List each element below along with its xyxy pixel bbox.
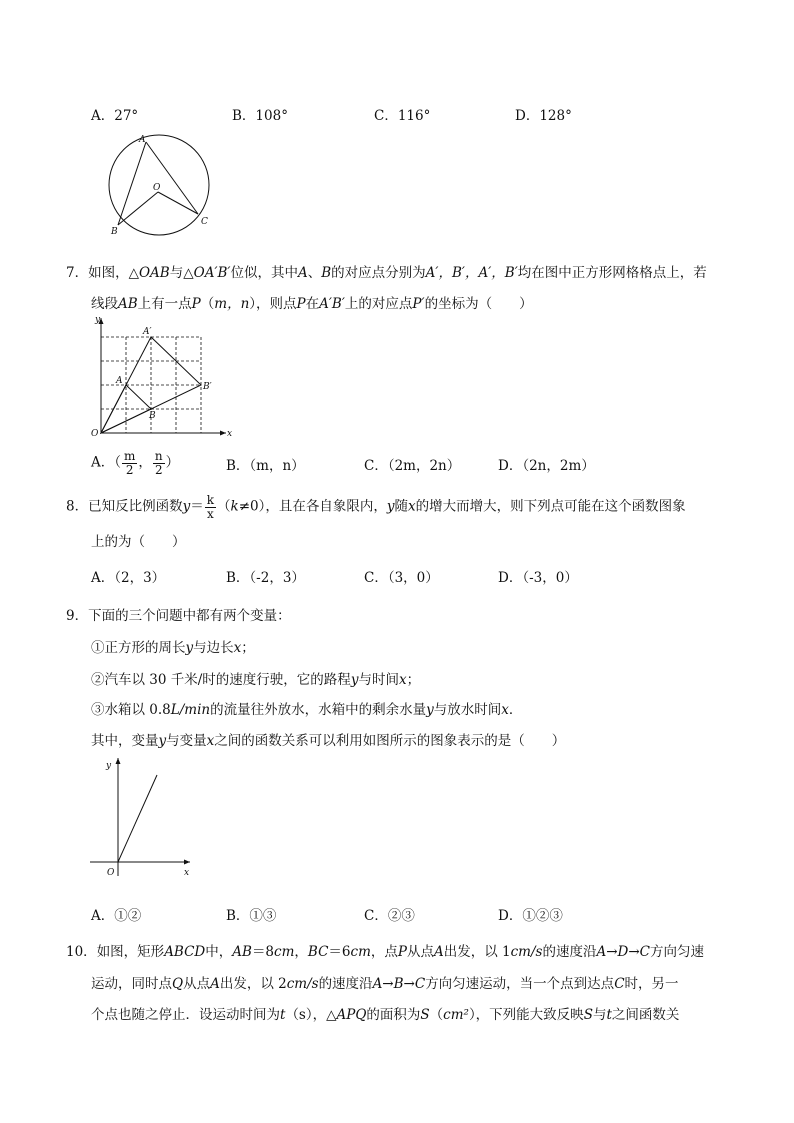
q8-text: （ bbox=[217, 498, 231, 515]
q6-circle-figure bbox=[102, 132, 218, 240]
chord-ac bbox=[146, 142, 198, 214]
q10-text: 方向匀速运动，当一个点到达点 bbox=[425, 976, 615, 992]
q7-number: 7． bbox=[66, 265, 89, 281]
q7-text: AB bbox=[118, 296, 138, 312]
q10-text: 的面积为 bbox=[366, 1007, 421, 1023]
q9-text: x bbox=[206, 733, 215, 749]
q9-text: x bbox=[501, 702, 509, 718]
q10-text: 如图，矩形 bbox=[96, 944, 165, 960]
q8-number: 8． bbox=[66, 498, 89, 515]
q8-text: k bbox=[230, 498, 239, 515]
q10-number: 10． bbox=[66, 944, 97, 960]
q7-text: 线段 bbox=[91, 296, 118, 312]
q7-text: 与△ bbox=[169, 265, 194, 281]
q10-text: P bbox=[397, 944, 407, 960]
q9-text: 之间的函数关系可以利用如图所示的图象表示的是（ ） bbox=[214, 733, 566, 749]
q10-text: ＝6 bbox=[328, 944, 351, 960]
q10-text: A bbox=[210, 976, 220, 992]
q9-text: 其中，变量 bbox=[91, 733, 159, 749]
q7-option-a-text: ） bbox=[165, 454, 180, 471]
q10-text: 出发，以 1 bbox=[443, 944, 511, 960]
q9-option-b[interactable]: B．①③ bbox=[226, 908, 277, 924]
q9-option-a[interactable]: A．①② bbox=[91, 908, 142, 924]
q8-option-d[interactable]: D．（-3，0） bbox=[498, 570, 578, 586]
q7-text: P′ bbox=[412, 296, 425, 312]
numerator: k bbox=[206, 493, 215, 507]
q7-grid-figure bbox=[86, 312, 238, 440]
label-x: x bbox=[184, 868, 190, 878]
q7-option-a-text: A．（ bbox=[91, 454, 121, 471]
x-axis-arrow bbox=[184, 860, 190, 865]
q10-text: AB bbox=[232, 944, 252, 960]
q9-text: y bbox=[426, 702, 434, 718]
q9-text: x bbox=[233, 640, 242, 656]
q7-option-d[interactable]: D．（2n，2m） bbox=[498, 458, 595, 474]
fraction-m-over-2 bbox=[122, 450, 137, 476]
q10-text: t bbox=[280, 1007, 286, 1023]
label-a-prime: A′ bbox=[143, 327, 152, 337]
chord-ab bbox=[118, 142, 146, 225]
q8-text: y bbox=[386, 498, 395, 515]
q10-line-3 bbox=[91, 1003, 679, 1023]
q9-text: 与变量 bbox=[166, 733, 207, 749]
q10-text: Q bbox=[172, 976, 184, 992]
q9-number: 9． bbox=[66, 608, 89, 624]
radius-oc bbox=[158, 192, 198, 214]
q10-text: 个点也随之停止．设运动时间为 bbox=[91, 1007, 280, 1023]
q10-text: A→B→C bbox=[372, 976, 426, 992]
q10-text: 从点 bbox=[183, 976, 211, 992]
q7-text: OA′B′ bbox=[193, 265, 231, 281]
q9-text: 与放水时间 bbox=[433, 702, 502, 718]
q10-text: S bbox=[583, 1007, 593, 1023]
label-a: A bbox=[116, 376, 123, 386]
q8-option-b[interactable]: B．（-2，3） bbox=[226, 570, 305, 586]
q10-line-1 bbox=[66, 940, 704, 960]
q10-text: 方向匀速 bbox=[650, 944, 704, 960]
label-o: O bbox=[107, 868, 115, 878]
q8-line-2: 上的为（ ） bbox=[91, 534, 186, 550]
label-b: B bbox=[111, 227, 118, 237]
q6-option-a[interactable]: A．27° bbox=[91, 108, 139, 124]
q7-text: 如图，△ bbox=[88, 265, 139, 281]
q10-text: ），下列能大致反映 bbox=[468, 1007, 584, 1023]
q10-text: 时，另一 bbox=[624, 976, 679, 992]
q9-text: ； bbox=[241, 640, 255, 656]
q10-text: cm bbox=[274, 944, 295, 960]
q8-line-1 bbox=[66, 494, 686, 520]
q8-option-c[interactable]: C．（3，0） bbox=[364, 570, 439, 586]
q9-item-2 bbox=[91, 668, 420, 688]
q6-option-d[interactable]: D．128° bbox=[515, 108, 572, 124]
q7-text: 、 bbox=[307, 265, 322, 281]
q8-text: 已知反比例函数 bbox=[88, 498, 183, 515]
q9-text: 与时间 bbox=[358, 672, 399, 688]
q9-text: ③水箱以 0.8 bbox=[91, 702, 171, 718]
q9-item-3 bbox=[91, 698, 522, 718]
q9-text: ①正方形的周长 bbox=[91, 640, 186, 656]
q10-text: 从点 bbox=[406, 944, 434, 960]
numerator: m bbox=[124, 449, 136, 463]
q10-text: cm/s bbox=[510, 944, 543, 960]
q10-text: ，点 bbox=[370, 944, 398, 960]
fraction-n-over-2 bbox=[153, 450, 165, 476]
q9-text: 与边长 bbox=[193, 640, 234, 656]
q7-text: A′B′ bbox=[319, 296, 345, 312]
q7-text: 均在图中正方形网格格点上，若 bbox=[517, 265, 707, 281]
q10-text: APQ bbox=[336, 1007, 367, 1023]
q10-text: 之间函数关 bbox=[611, 1007, 680, 1023]
q10-text: A bbox=[433, 944, 444, 960]
label-b-prime: B′ bbox=[203, 382, 212, 392]
q10-text: （s），△ bbox=[285, 1007, 337, 1023]
q10-text: 运动，同时点 bbox=[91, 976, 172, 992]
fraction-k-over-x bbox=[205, 494, 216, 520]
q7-option-a[interactable] bbox=[91, 450, 179, 476]
q10-text: （ bbox=[429, 1007, 444, 1023]
q9-text: 下面的三个问题中都有两个变量： bbox=[88, 608, 291, 624]
q9-text: ②汽车以 30 千米/时的速度行驶，它的路程 bbox=[91, 672, 351, 688]
q10-text: ＝8 bbox=[251, 944, 275, 960]
q7-text: 的对应点分别为 bbox=[331, 265, 426, 281]
q7-text: P bbox=[191, 296, 201, 312]
q10-text: 的速度沿 bbox=[542, 944, 597, 960]
q10-text: A→D→C bbox=[596, 944, 650, 960]
q9-ask bbox=[91, 729, 565, 749]
q10-text: C bbox=[614, 976, 625, 992]
q10-text: 中， bbox=[205, 944, 233, 960]
q8-text: y bbox=[182, 498, 191, 515]
label-b: B bbox=[149, 411, 156, 421]
denominator: 2 bbox=[154, 462, 163, 477]
denominator: 2 bbox=[125, 462, 134, 477]
q9-text: y bbox=[350, 672, 359, 688]
q7-text: A′，B′，A′，B′ bbox=[425, 265, 518, 281]
q6-option-b[interactable]: B．108° bbox=[232, 108, 288, 124]
q8-text: 的增大而增大，则下列点可能在这个函数图象 bbox=[415, 498, 686, 515]
q7-option-c[interactable]: C．（2m，2n） bbox=[364, 458, 461, 474]
q7-text: A bbox=[298, 265, 308, 281]
q7-text: 位似，其中 bbox=[230, 265, 298, 281]
denominator: x bbox=[206, 506, 214, 521]
q10-text: cm/s bbox=[286, 976, 319, 992]
q7-line-1 bbox=[66, 261, 707, 281]
q10-text: cm² bbox=[443, 1007, 469, 1023]
q9-text: x bbox=[398, 672, 407, 688]
label-o: O bbox=[91, 429, 99, 439]
q10-text: ， bbox=[294, 944, 308, 960]
q9-item-1 bbox=[91, 636, 255, 656]
q7-option-a-text: ， bbox=[138, 454, 152, 471]
q7-text: 在 bbox=[305, 296, 320, 312]
q8-option-a[interactable]: A．（2，3） bbox=[91, 570, 166, 586]
q7-text: ），则点 bbox=[249, 296, 297, 312]
q7-text: OAB bbox=[138, 265, 170, 281]
q10-text: 的速度沿 bbox=[318, 976, 373, 992]
q7-option-b[interactable]: B．（m，n） bbox=[226, 458, 305, 474]
label-x: x bbox=[227, 429, 233, 439]
q9-text: ； bbox=[406, 672, 421, 688]
y-axis-arrow bbox=[116, 758, 121, 764]
q9-text: L/min bbox=[170, 702, 211, 718]
numerator: n bbox=[154, 449, 163, 463]
q9-option-c[interactable]: C．②③ bbox=[364, 908, 415, 924]
q9-text: 的流量往外放水，水箱中的剩余水量 bbox=[210, 702, 427, 718]
q8-text: ＝ bbox=[190, 498, 204, 515]
label-o: O bbox=[153, 183, 161, 193]
q9-option-d[interactable]: D．①②③ bbox=[498, 908, 563, 924]
q8-text: 随 bbox=[394, 498, 408, 515]
q10-line-2 bbox=[91, 972, 679, 992]
q9-line-stem bbox=[66, 604, 291, 624]
q10-text: 出发，以 2 bbox=[219, 976, 287, 992]
q10-text: cm bbox=[350, 944, 371, 960]
q10-text: S bbox=[420, 1007, 430, 1023]
q9-line-graph bbox=[86, 752, 196, 880]
q7-text: （ bbox=[200, 296, 215, 312]
q10-text: t bbox=[606, 1007, 612, 1023]
q9-text: ． bbox=[508, 702, 523, 718]
label-a: A bbox=[139, 135, 146, 145]
q7-line-2 bbox=[91, 292, 533, 312]
label-y: y bbox=[106, 761, 112, 771]
label-y: y bbox=[95, 315, 101, 325]
q10-text: ABCD bbox=[164, 944, 206, 960]
q7-text: P bbox=[296, 296, 306, 312]
q7-text: 上的对应点 bbox=[344, 296, 413, 312]
x-axis-arrow bbox=[220, 431, 226, 436]
label-c: C bbox=[201, 217, 208, 227]
q7-text: 的坐标为（ ） bbox=[424, 296, 533, 312]
q7-text: B bbox=[321, 265, 332, 281]
q6-option-c[interactable]: C．116° bbox=[374, 108, 431, 124]
q8-text: x bbox=[408, 498, 416, 515]
q9-text: y bbox=[185, 640, 194, 656]
q8-text: ≠0），且在各自象限内， bbox=[238, 498, 387, 515]
function-line bbox=[118, 775, 157, 862]
q7-text: m，n bbox=[214, 296, 250, 312]
q10-text: 与 bbox=[592, 1007, 607, 1023]
q7-text: 上有一点 bbox=[137, 296, 192, 312]
q9-text: y bbox=[158, 733, 167, 749]
q10-text: BC bbox=[307, 944, 329, 960]
